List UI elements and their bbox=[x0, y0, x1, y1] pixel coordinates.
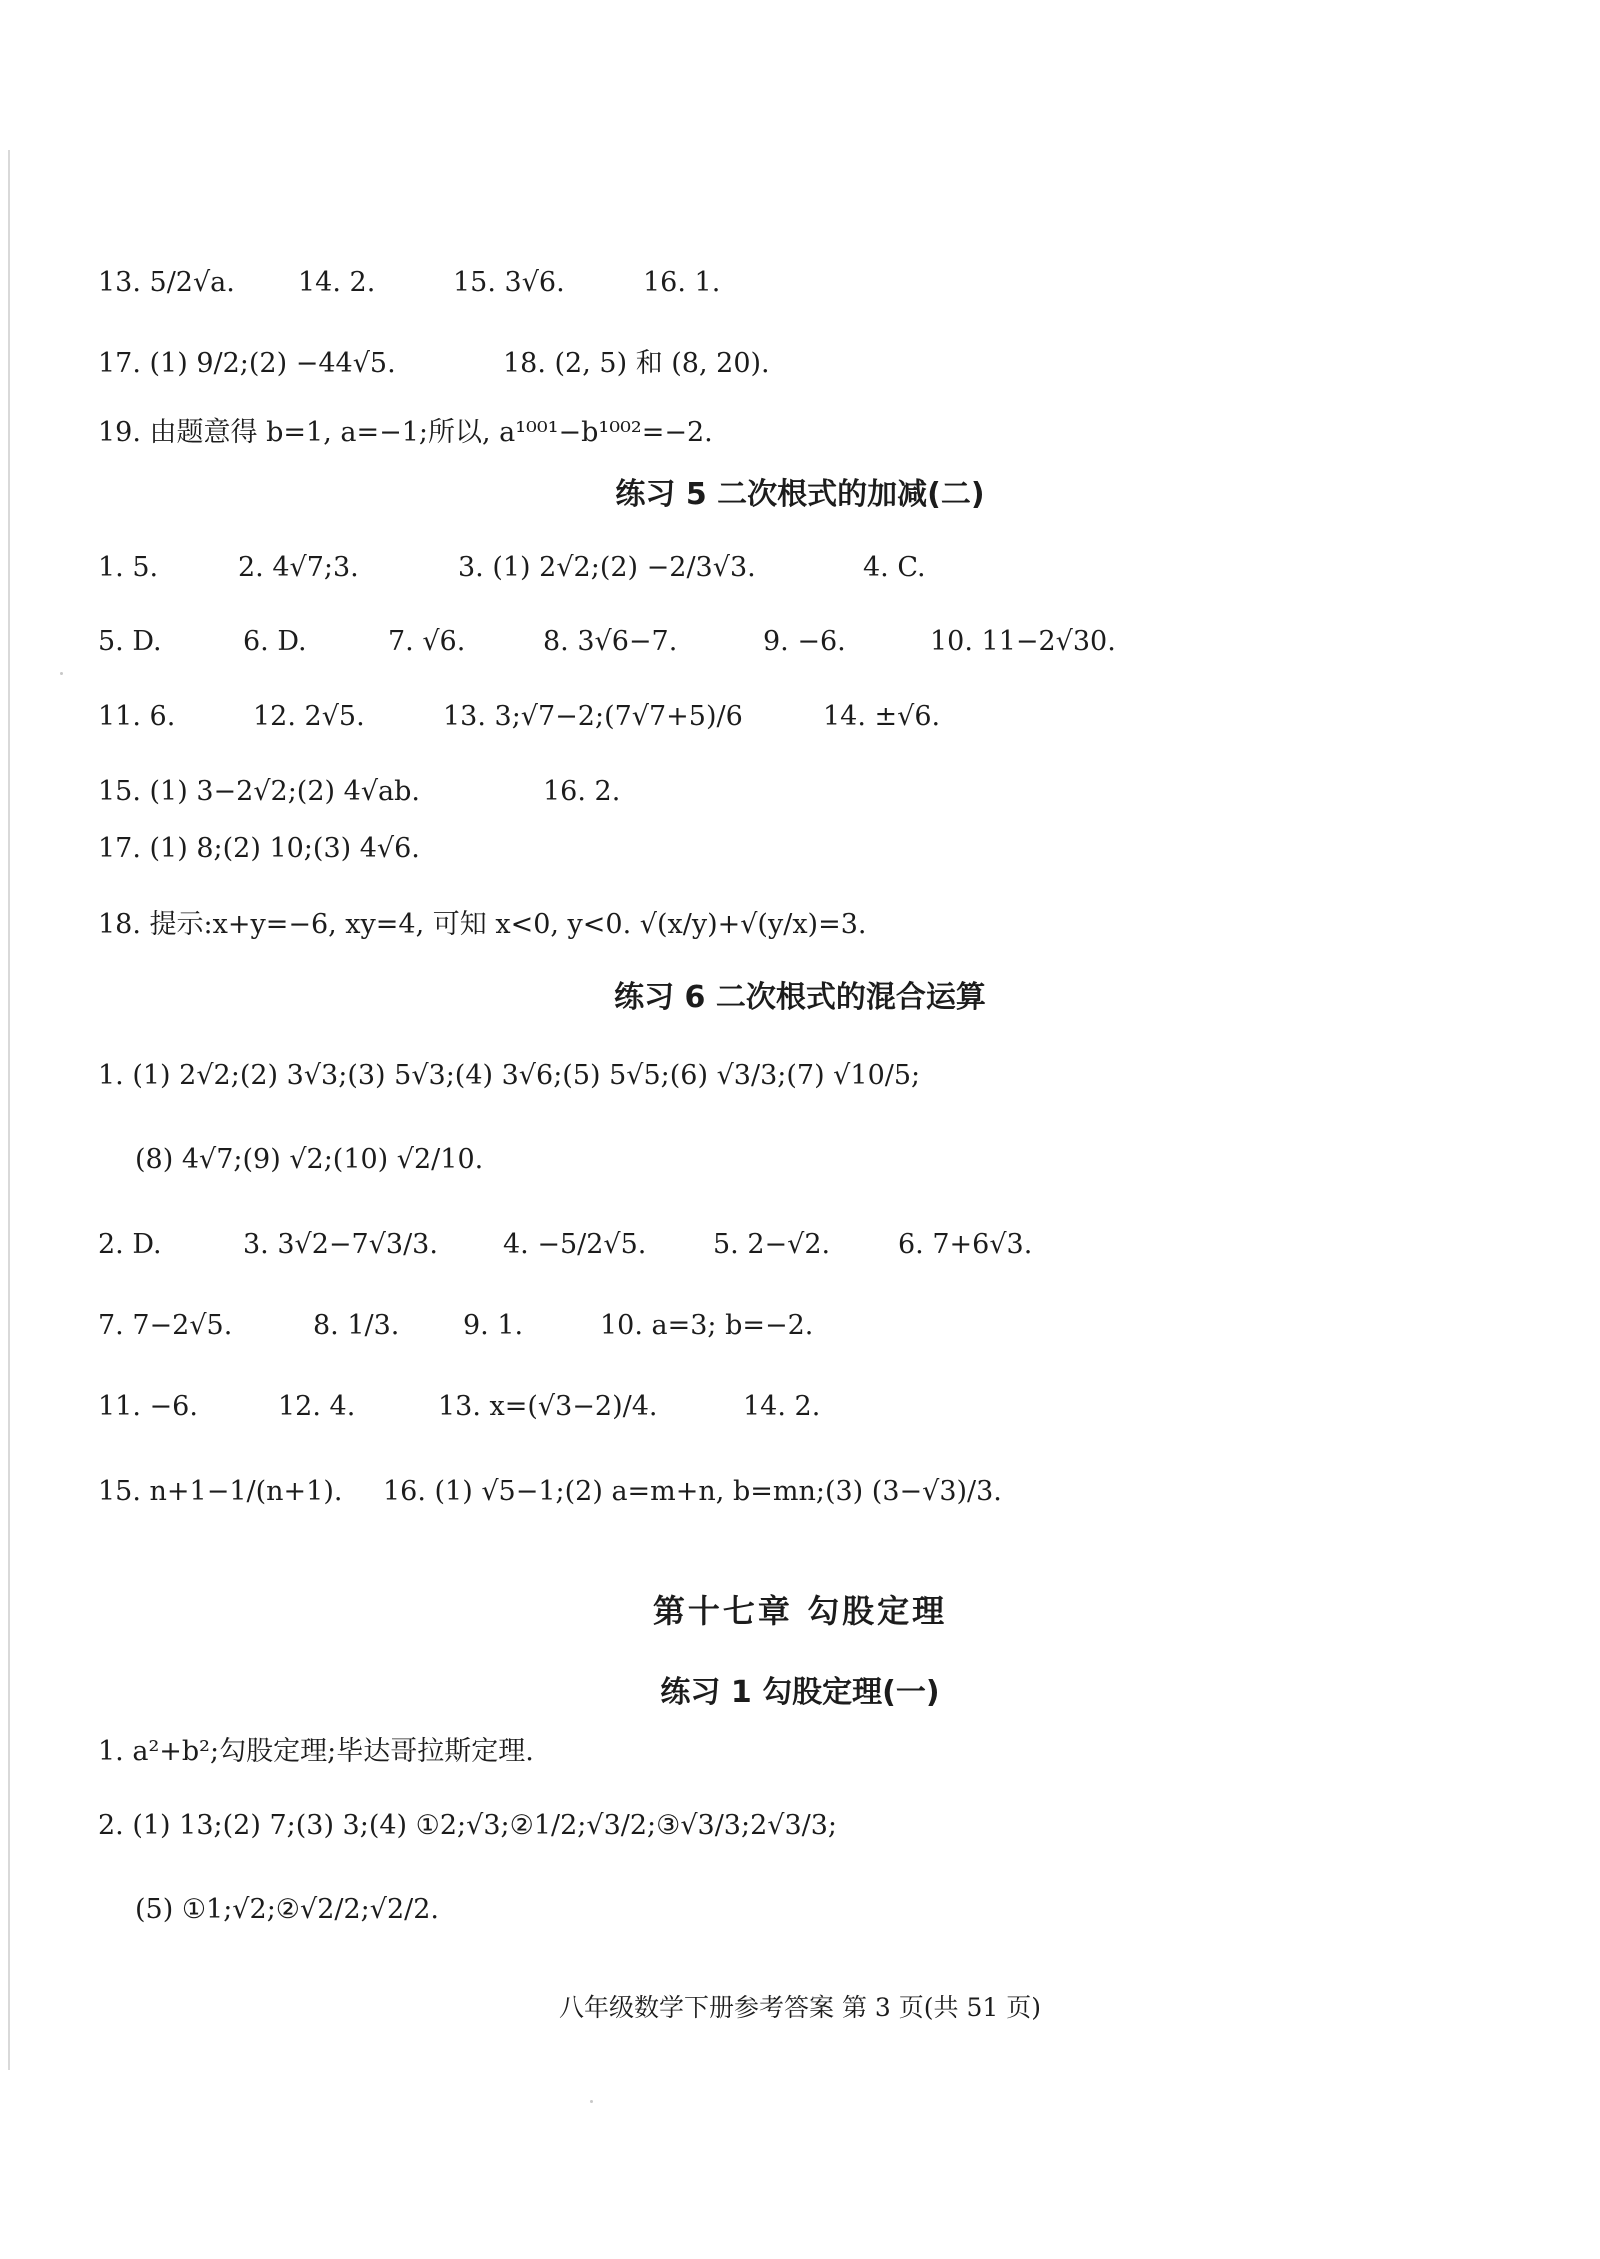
answer-item: 17. (1) 9/2;(2) −44√5. bbox=[98, 348, 396, 379]
answer-item: 16. (1) √5−1;(2) a=m+n, b=mn;(3) (3−√3)/3. bbox=[383, 1476, 1002, 1507]
answer-item: (5) ①1;√2;②√2/2;√2/2. bbox=[135, 1894, 439, 1925]
scan-edge-line bbox=[8, 150, 10, 2070]
answer-item: 11. −6. bbox=[98, 1391, 198, 1422]
answer-item: 8. 3√6−7. bbox=[543, 626, 678, 657]
answer-item: 3. 3√2−7√3/3. bbox=[243, 1229, 438, 1260]
answer-item: 13. 3;√7−2;(7√7+5)/6 bbox=[443, 701, 743, 732]
answer-item: 15. (1) 3−2√2;(2) 4√ab. bbox=[98, 776, 420, 807]
answer-item: 19. 由题意得 b=1, a=−1;所以, a¹⁰⁰¹−b¹⁰⁰²=−2. bbox=[98, 417, 713, 448]
answer-item: 10. a=3; b=−2. bbox=[600, 1310, 814, 1341]
answer-item: 17. (1) 8;(2) 10;(3) 4√6. bbox=[98, 833, 420, 864]
answer-item: 14. 2. bbox=[743, 1391, 821, 1422]
answer-item: 7. 7−2√5. bbox=[98, 1310, 233, 1341]
answer-item: 1. (1) 2√2;(2) 3√3;(3) 5√3;(4) 3√6;(5) 5√5;(6) √3/3;(7) √10/5; bbox=[98, 1060, 921, 1091]
page-footer: 八年级数学下册参考答案 第 3 页(共 51 页) bbox=[559, 1993, 1041, 2022]
answer-item: 18. (2, 5) 和 (8, 20). bbox=[503, 348, 770, 379]
answer-item: 6. D. bbox=[243, 626, 307, 657]
scan-speck bbox=[590, 2100, 593, 2103]
answer-item: 5. D. bbox=[98, 626, 162, 657]
exercise-1-title: 练习 1 勾股定理(一) bbox=[660, 1675, 940, 1710]
chapter-17-title: 第十七章 勾股定理 bbox=[652, 1592, 948, 1630]
exercise-6-title: 练习 6 二次根式的混合运算 bbox=[614, 980, 986, 1015]
answer-item: 16. 2. bbox=[543, 776, 621, 807]
answer-item: 16. 1. bbox=[643, 267, 721, 298]
answer-item: 1. 5. bbox=[98, 552, 159, 583]
answer-item: 15. n+1−1/(n+1). bbox=[98, 1476, 343, 1507]
answer-item: 18. 提示:x+y=−6, xy=4, 可知 x<0, y<0. √(x/y)+√(y/x)=3. bbox=[98, 909, 867, 940]
answer-item: 4. −5/2√5. bbox=[503, 1229, 647, 1260]
answer-item: 12. 4. bbox=[278, 1391, 356, 1422]
answer-item: 9. −6. bbox=[763, 626, 846, 657]
scan-speck bbox=[60, 672, 63, 675]
exercise-5-title: 练习 5 二次根式的加减(二) bbox=[615, 477, 985, 512]
answer-item: 6. 7+6√3. bbox=[898, 1229, 1033, 1260]
answer-item: 7. √6. bbox=[388, 626, 466, 657]
answer-item: 4. C. bbox=[863, 552, 926, 583]
answer-item: 14. ±√6. bbox=[823, 701, 941, 732]
answer-item: 13. 5/2√a. bbox=[98, 267, 235, 298]
answer-item: 11. 6. bbox=[98, 701, 176, 732]
answer-item: 2. D. bbox=[98, 1229, 162, 1260]
answer-item: 14. 2. bbox=[298, 267, 376, 298]
answer-item: 13. x=(√3−2)/4. bbox=[438, 1391, 658, 1422]
answer-item: 9. 1. bbox=[463, 1310, 524, 1341]
answer-item: 1. a²+b²;勾股定理;毕达哥拉斯定理. bbox=[98, 1736, 534, 1767]
answer-item: 3. (1) 2√2;(2) −2/3√3. bbox=[458, 552, 756, 583]
answer-item: 2. 4√7;3. bbox=[238, 552, 359, 583]
answer-item: 15. 3√6. bbox=[453, 267, 565, 298]
answer-item: 5. 2−√2. bbox=[713, 1229, 831, 1260]
answer-item: 2. (1) 13;(2) 7;(3) 3;(4) ①2;√3;②1/2;√3/2;③√3/3;2√3/3; bbox=[98, 1810, 838, 1841]
answer-item: (8) 4√7;(9) √2;(10) √2/10. bbox=[135, 1144, 484, 1175]
answer-item: 10. 11−2√30. bbox=[930, 626, 1116, 657]
answer-item: 12. 2√5. bbox=[253, 701, 365, 732]
answer-item: 8. 1/3. bbox=[313, 1310, 400, 1341]
